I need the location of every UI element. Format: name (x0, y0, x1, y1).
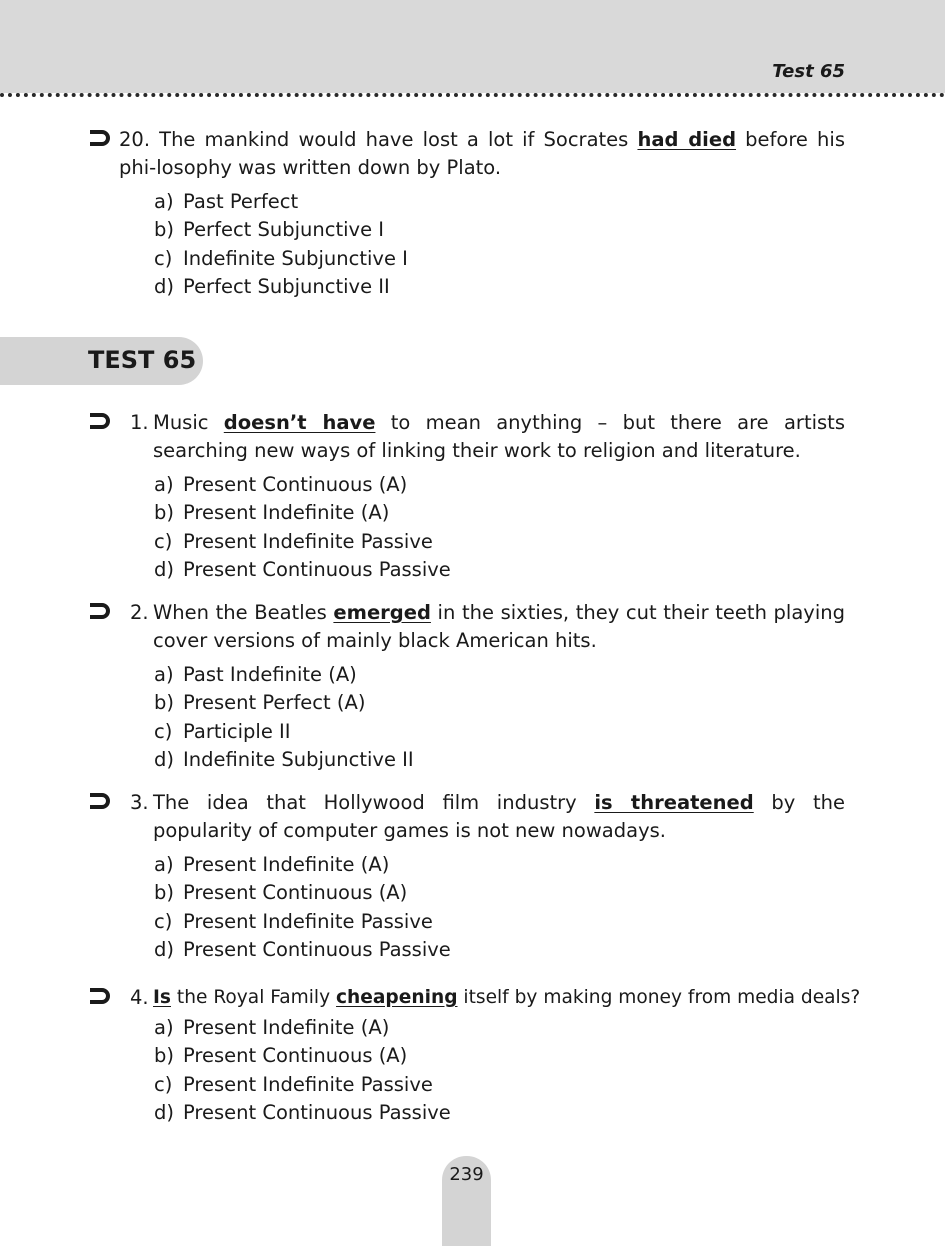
option-c: c) Indefinite Subjunctive I (154, 246, 408, 270)
question-1 (88, 409, 845, 585)
page-number: 239 (449, 1164, 484, 1185)
underlined-phrase: is threatened (594, 791, 754, 814)
question-3 (88, 789, 845, 965)
answer-options (154, 851, 845, 965)
question-text-end: by the popularity of computer games is not new nowadays. (153, 791, 845, 842)
question-20 (88, 126, 845, 302)
option-a: a) Past Perfect (154, 190, 299, 213)
question-number: 1. (130, 411, 149, 434)
question-number: 20. (119, 128, 151, 151)
question-text (153, 409, 845, 465)
option-c: c) Present Indefinite Passive (154, 1072, 433, 1096)
option-b: b) Present Continuous (A) (154, 1044, 408, 1068)
answer-options (154, 471, 845, 585)
header-dotted-divider (0, 93, 945, 97)
question-number: 4. (130, 986, 149, 1009)
running-header-title: Test 65 (772, 61, 845, 82)
question-text-start: When the Beatles (153, 601, 334, 624)
question-text (119, 126, 845, 182)
question-text-start: The mankind would have lost a lot if Socrates (159, 128, 638, 151)
arrow-bullet-icon (88, 792, 114, 810)
arrow-bullet-icon (88, 412, 114, 430)
arrow-bullet-icon (88, 602, 114, 620)
arrow-bullet-icon (88, 987, 114, 1005)
question-4 (88, 984, 861, 1128)
underlined-phrase: doesn’t have (223, 411, 376, 434)
question-2 (88, 599, 845, 775)
option-a: a) Present Continuous (A) (154, 473, 408, 496)
option-d: d) Present Continuous Passive (154, 938, 451, 962)
underlined-phrase: emerged (333, 601, 431, 624)
option-c: c) Present Indefinite Passive (154, 529, 433, 553)
underlined-phrase: had died (637, 128, 737, 151)
question-text-end: to mean anything – but there are artists searching new ways of linking their work to religion and literature. (153, 411, 845, 462)
question-text (153, 599, 845, 655)
option-d: d) Present Continuous Passive (154, 558, 451, 582)
answer-options (154, 1014, 845, 1128)
option-b: b) Present Continuous (A) (154, 881, 408, 905)
option-b: b) Present Indefinite (A) (154, 501, 390, 525)
option-a: a) Present Indefinite (A) (154, 853, 390, 876)
option-c: c) Participle II (154, 719, 291, 743)
option-c: c) Present Indefinite Passive (154, 909, 433, 933)
question-text-start: Music (153, 411, 224, 434)
answer-options (154, 661, 845, 775)
option-b: b) Perfect Subjunctive I (154, 218, 385, 242)
option-b: b) Present Perfect (A) (154, 691, 366, 715)
question-text-end: before his phi-losophy was written down by Plato. (119, 128, 845, 179)
question-text (153, 984, 861, 1012)
question-text-start: The idea that Hollywood film industry (153, 791, 595, 814)
answer-options (154, 188, 845, 302)
underlined-phrase: Is (153, 987, 171, 1008)
question-number: 3. (130, 791, 149, 814)
option-d: d) Perfect Subjunctive II (154, 275, 390, 299)
option-d: d) Present Continuous Passive (154, 1101, 451, 1125)
underlined-phrase: cheapening (336, 987, 458, 1008)
question-text-end: itself by making money from media deals? (457, 987, 861, 1008)
option-a: a) Present Indefinite (A) (154, 1016, 390, 1039)
question-number: 2. (130, 601, 149, 624)
option-d: d) Indefinite Subjunctive II (154, 748, 414, 772)
question-text-middle: the Royal Family (171, 987, 337, 1008)
question-text-end: in the sixties, they cut their teeth playing cover versions of mainly black American hits. (153, 601, 845, 652)
section-title: TEST 65 (88, 346, 197, 374)
option-a: a) Past Indefinite (A) (154, 663, 357, 686)
arrow-bullet-icon (88, 129, 114, 147)
question-text (153, 789, 845, 845)
